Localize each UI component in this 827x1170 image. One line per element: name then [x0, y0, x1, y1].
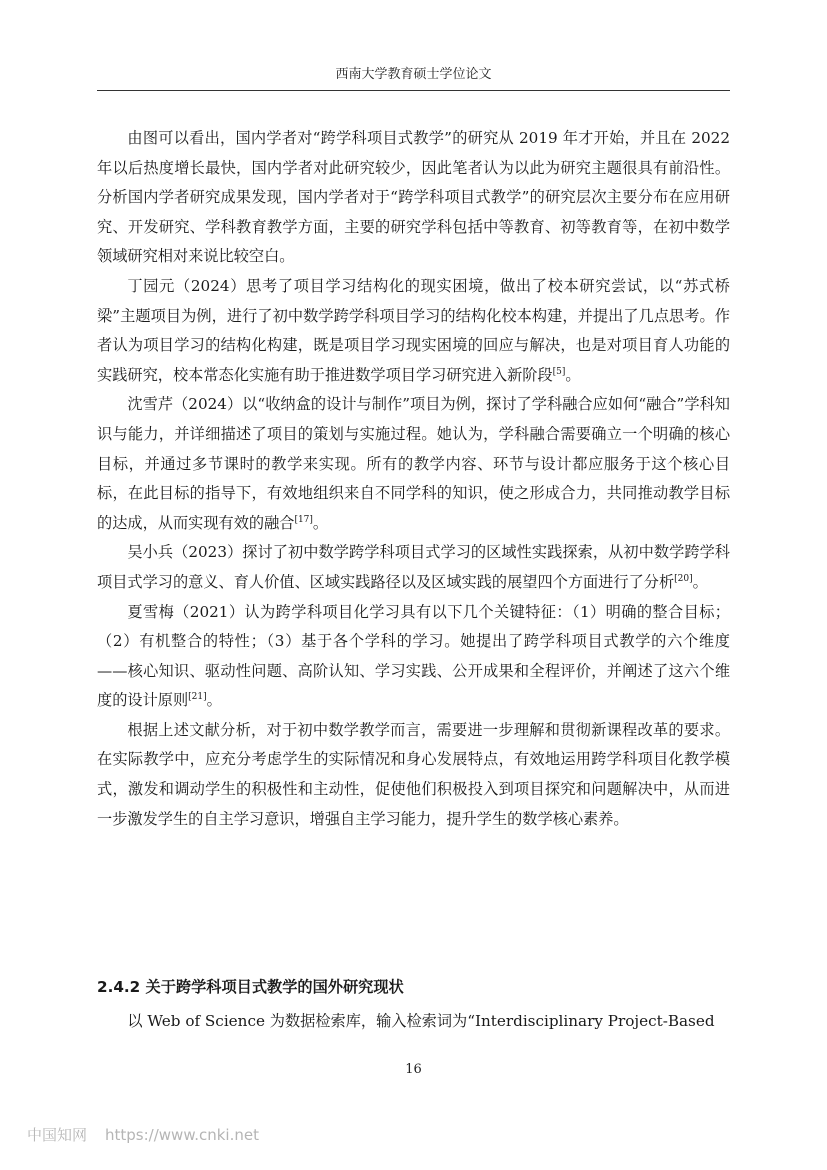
header-rule: [97, 90, 730, 91]
paragraph: [97, 272, 730, 390]
paragraph-text: 根据上述文献分析，对于初中数学教学而言，需要进一步理解和贯彻新课程改革的要求。在实际教学中，应充分考虑学生的实际情况和身心发展特点，有效地运用跨学科项目化教学模式，激发和调动学生的积极性和主动性，促使他们积极投入到项目探究和问题解决中，从而进一步激发学生的自主学习意识，增强自主学习能力，提升学生的数学核心素养。: [97, 720, 730, 828]
page-number: 16: [405, 1062, 422, 1077]
paragraph-text: 丁园元（2024）思考了项目学习结构化的现实困境，做出了校本研究尝试，以“苏式桥梁”主题项目为例，进行了初中数学跨学科项目学习的结构化校本构建，并提出了几点思考。作者认为项目学习的结构化构建，既是项目学习现实困境的回应与解决，也是对项目育人功能的实践研究，校本常态化实施有助于推进数学项目学习研究进入新阶段: [97, 276, 730, 384]
paragraph-text: 由图可以看出，国内学者对“跨学科项目式教学”的研究从 2019 年才开始，并且在 2022 年以后热度增长最快，国内学者对此研究较少，因此笔者认为以此为研究主题很具有前沿性。分析国内学者研究成果发现，国内学者对于“跨学科项目式教学”的研究层次主要分布在应用研究、开发研究、学科教育教学方面，主要的研究学科包括中等教育、初等教育等，在初中数学领域研究相对来说比较空白。: [97, 129, 730, 266]
citation-ref[interactable]: [17]: [294, 514, 313, 525]
paragraph: [97, 598, 730, 716]
paragraph-tail: 。: [312, 513, 329, 532]
paragraph-text: 以 Web of Science 为数据检索库，输入检索词为“Interdisciplinary Project-Based: [127, 1012, 715, 1030]
watermark-brand: 中国知网: [27, 1126, 88, 1144]
section-heading: 2.4.2 关于跨学科项目式教学的国外研究现状: [97, 978, 404, 996]
citation-ref[interactable]: [21]: [188, 692, 207, 703]
paragraph: [97, 124, 730, 272]
paragraph: [97, 390, 730, 538]
paragraph-tail: 。: [692, 572, 708, 591]
watermark: [27, 1124, 259, 1145]
paragraph-text: 沈雪芹（2024）以“收纳盒的设计与制作”项目为例，探讨了学科融合应如何“融合”学科知识与能力，并详细描述了项目的策划与实施过程。她认为，学科融合需要确立一个明确的核心目标，并通过多节课时的教学来实现。所有的教学内容、环节与设计都应服务于这个核心目标，在此目标的指导下，有效地组织来自不同学科的知识，使之形成合力，共同推动教学目标的达成，从而实现有效的融合: [97, 395, 730, 532]
citation-ref[interactable]: [20]: [674, 573, 693, 584]
running-header: 西南大学教育硕士学位论文: [335, 67, 492, 82]
paragraph-tail: 。: [206, 691, 222, 710]
paragraph-text: 吴小兵（2023）探讨了初中数学跨学科项目式学习的区域性实践探索，从初中数学跨学科项目式学习的意义、育人价值、区域实践路径以及区域实践的展望四个方面进行了分析: [97, 543, 730, 591]
paragraph-text: 夏雪梅（2021）认为跨学科项目化学习具有以下几个关键特征：（1）明确的整合目标；（2）有机整合的特性；（3）基于各个学科的学习。她提出了跨学科项目式教学的六个维度——核心知识、驱动性问题、高阶认知、学习实践、公开成果和全程评价，并阐述了这六个维度的设计原则: [97, 602, 730, 710]
paragraph: [97, 1007, 730, 1037]
body-text: [97, 124, 730, 834]
citation-ref[interactable]: [5]: [552, 366, 566, 377]
watermark-url[interactable]: https://www.cnki.net: [105, 1126, 259, 1144]
paragraph: [97, 716, 730, 834]
paragraph: [97, 538, 730, 597]
paragraph-tail: 。: [565, 365, 581, 384]
